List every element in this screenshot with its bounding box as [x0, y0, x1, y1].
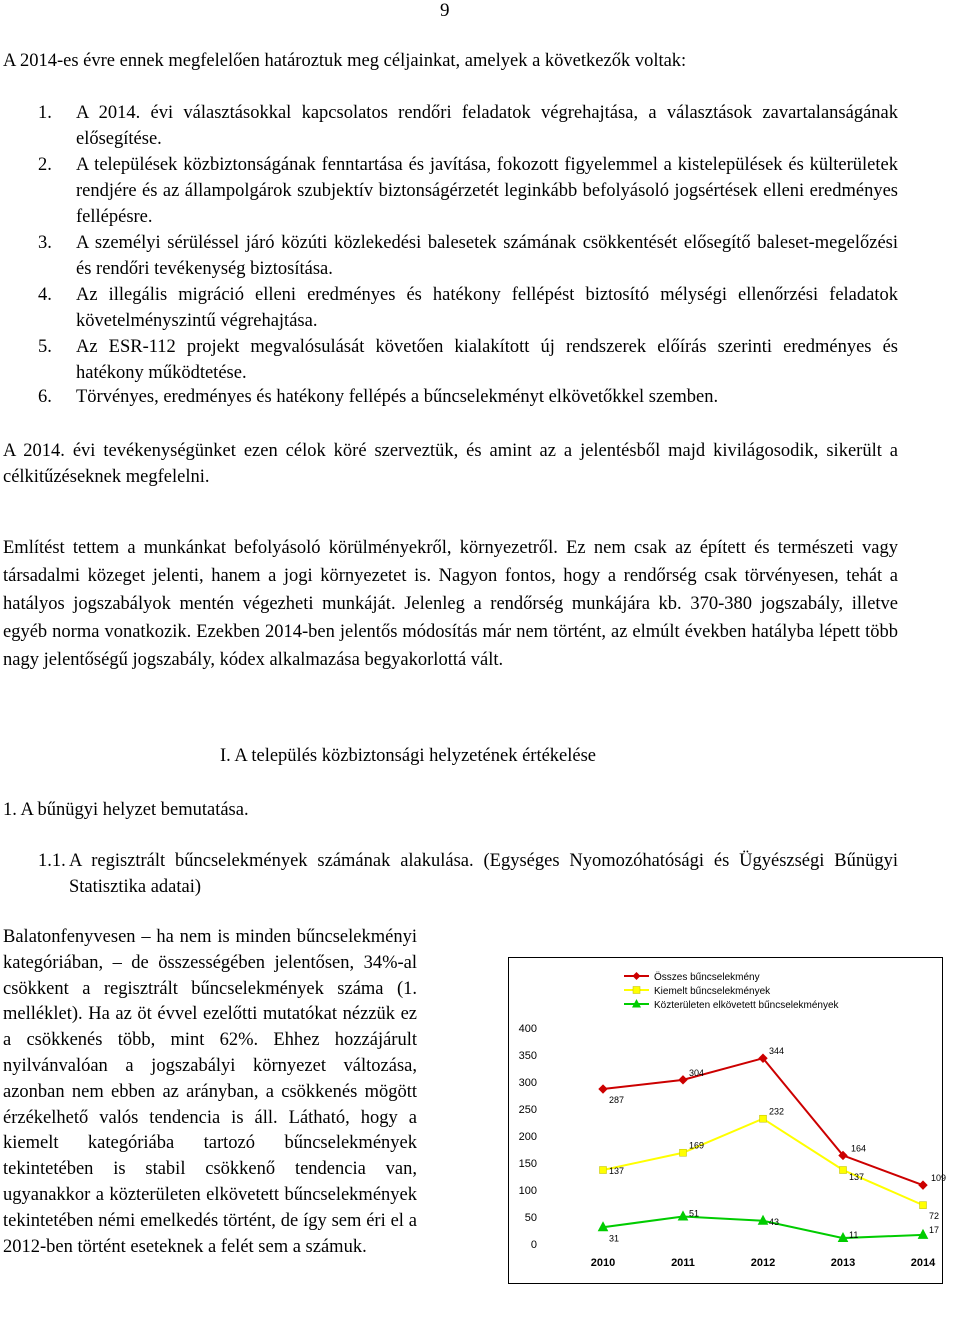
data-label: 17 — [929, 1224, 940, 1235]
goal-number: 1. — [38, 103, 52, 123]
data-label: 11 — [849, 1230, 859, 1241]
data-point — [840, 1167, 847, 1174]
data-label: 287 — [609, 1095, 625, 1106]
crime-chart — [508, 957, 947, 1284]
series-line — [603, 1119, 923, 1205]
x-tick-label: 2013 — [830, 1257, 856, 1269]
paragraph-goals-summary: A 2014. évi tevékenységünket ezen célok köré szerveztük, és amint az a jelentésből majd kivilágosodik, sikerült a célkitűzéseknek megfelelni. — [3, 441, 898, 487]
legend-marker — [633, 972, 641, 980]
goal-number: 5. — [38, 337, 52, 357]
x-tick-label: 2010 — [590, 1257, 616, 1269]
y-tick-label: 350 — [518, 1050, 537, 1062]
section-title: I. A település közbiztonsági helyzetének értékelése — [220, 746, 597, 766]
data-label: 72 — [929, 1211, 940, 1222]
data-point — [600, 1167, 607, 1174]
y-tick-label: 400 — [518, 1023, 537, 1035]
goal-number: 2. — [38, 155, 52, 175]
goal-text: Az illegális migráció elleni eredményes és hatékony fellépést biztosító mélységi ellenőrzési feladatok követelményszintű végrehajtása. — [76, 285, 898, 331]
data-label: 232 — [769, 1106, 785, 1117]
data-label: 169 — [689, 1140, 705, 1151]
legend-marker — [633, 987, 640, 994]
data-point — [919, 1181, 927, 1189]
x-tick-label: 2014 — [910, 1257, 936, 1269]
data-point — [599, 1085, 607, 1093]
subsubsection-title: A regisztrált bűncselekmények számának alakulása. (Egységes Nyomozóhatósági és Ügyészségi Bűnügyi Statisztika adatai) — [69, 851, 898, 897]
y-tick-label: 200 — [518, 1131, 537, 1143]
data-point — [760, 1115, 767, 1122]
goal-item-1 — [38, 100, 898, 152]
legend-label: Kiemelt bűncselekmények — [654, 986, 771, 997]
legend-label: Közterületen elkövetett bűncselekmények — [654, 1000, 839, 1011]
x-tick-label: 2012 — [750, 1257, 776, 1269]
goal-item-2 — [38, 152, 898, 230]
data-point — [679, 1076, 687, 1084]
data-label: 137 — [849, 1172, 865, 1183]
goal-number: 6. — [38, 387, 52, 407]
goal-item-5 — [38, 334, 898, 386]
goal-number: 3. — [38, 233, 52, 253]
data-label: 304 — [689, 1067, 705, 1078]
goal-text: A települések közbiztonságának fenntartása és javítása, fokozott figyelemmel a kistelepülések és külterületek rendjére és az állampolgárok szubjektív biztonságérzetét leginkább befolyásoló jogsértések elleni eredményes fellépésre. — [76, 155, 898, 227]
data-label: 164 — [851, 1143, 867, 1154]
y-tick-label: 300 — [518, 1077, 537, 1089]
y-tick-label: 150 — [518, 1158, 537, 1170]
goal-item-4 — [38, 282, 898, 334]
goal-text: A 2014. évi választásokkal kapcsolatos rendőri feladatok végrehajtása, a választások zavartalanságának elősegítése. — [76, 103, 898, 149]
goal-number: 4. — [38, 285, 52, 305]
data-label: 31 — [609, 1233, 620, 1244]
data-point — [920, 1202, 927, 1209]
data-point — [680, 1149, 687, 1156]
page-number: 9 — [440, 0, 450, 21]
goal-text: Az ESR-112 projekt megvalósulását követően kialakított új rendszerek előírás szerinti eredményes és hatékony működtetése. — [76, 337, 898, 383]
subsubsection-number: 1.1. — [38, 851, 66, 871]
goal-text: Törvényes, eredményes és hatékony fellépés a bűncselekményt elkövetőkkel szemben. — [76, 387, 719, 407]
data-label: 43 — [769, 1216, 780, 1227]
subsubsection — [38, 848, 898, 900]
subsection-title: 1. A bűnügyi helyzet bemutatása. — [3, 800, 249, 820]
data-label: 109 — [931, 1173, 947, 1184]
legend-label: Összes bűncselekmény — [654, 972, 760, 983]
y-tick-label: 100 — [518, 1185, 537, 1197]
data-label: 51 — [689, 1208, 700, 1219]
x-tick-label: 2011 — [671, 1257, 695, 1269]
y-tick-label: 50 — [524, 1212, 537, 1224]
y-tick-label: 250 — [518, 1104, 537, 1116]
intro-paragraph: A 2014-es évre ennek megfelelően határoztuk meg céljainkat, amelyek a következők voltak: — [3, 51, 687, 71]
side-paragraph: Balatonfenyvesen – ha nem is minden bűncselekményi kategóriában, – de összességében jelentősen, 34%-al csökkent a regisztrált bűncselekmények száma (1. melléklet). Ha az öt évvel ezelőtti mutatókat nézzük ez a csökkenés több, mint 62%. Ehhez hozzájárult nyilvánvalóan a jogszabályi környezet változása, azonban nem ebben az arányban, a csökkenés mögött érzékelhető valós tendencia is áll. Látható, hogy a kiemelt kategóriába tartozó bűncselekmények tekintetében is stabil csökkenő tendencia van, ugyanakkor a közterületen elkövetett bűncselekmények tekintetében némi emelkedés történt, de így sem éri el a 2012-ben történt eseteknek a felét sem a számuk. — [3, 927, 417, 1257]
goal-item-3 — [38, 230, 898, 282]
data-label: 137 — [609, 1166, 625, 1177]
goal-item-6 — [38, 384, 898, 410]
y-tick-label: 0 — [530, 1239, 537, 1251]
data-label: 344 — [769, 1046, 785, 1057]
goal-text: A személyi sérüléssel járó közúti közlekedési balesetek számának csökkentését elősegítő baleset-megelőzési és rendőri tevékenység biztosítása. — [76, 233, 898, 279]
paragraph-legal-environment: Említést tettem a munkánkat befolyásoló körülményekről, környezetről. Ez nem csak az épített és természeti vagy társadalmi közeget jelenti, hanem a jogi környezetet is. Nagyon fontos, hogy a rendőrség csak törvényesen, tehát a hatályos jogszabályok mentén végezheti munkáját. Jelenleg a rendőrség munkájára kb. 370-380 jogszabály, illetve egyéb norma vonatkozik. Ezekben 2014-ben jelentős módosítás már nem történt, az elmúlt években hatályba lépett több nagy jelentőségű jogszabály, kódex alkalmazása begyakorlottá vált. — [3, 538, 898, 670]
crime-line-chart — [509, 958, 947, 1283]
